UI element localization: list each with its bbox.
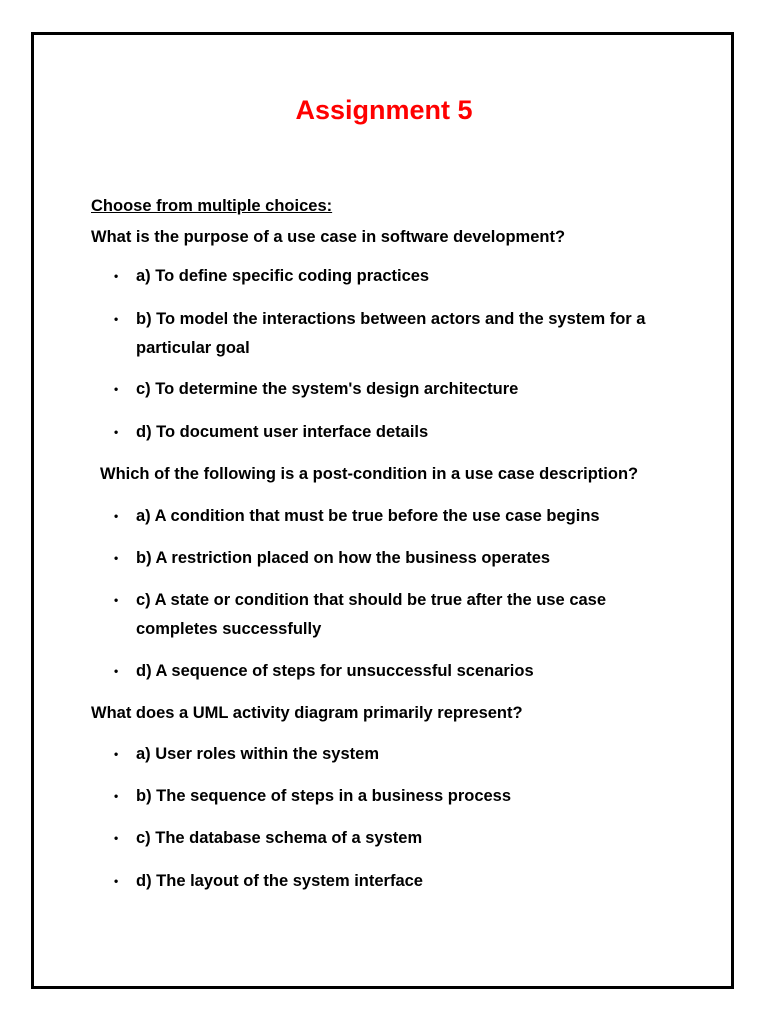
option-text: c) A state or condition that should be true after the use case completes successfully [136, 591, 607, 638]
option-text: a) User roles within the system [136, 745, 379, 763]
option-text: b) A restriction placed on how the business operates [136, 549, 551, 567]
question-2-option-d [114, 657, 674, 686]
question-3-option-d [114, 867, 674, 896]
question-1-option-a [114, 262, 674, 291]
bullet-icon: • [114, 509, 119, 523]
bullet-icon: • [114, 593, 119, 607]
option-text: b) To model the interactions between actors and the system for a particular goal [136, 310, 646, 357]
question-2-prompt: Which of the following is a post-condition in a use case description? [100, 465, 639, 483]
question-3-option-b [114, 782, 674, 811]
bullet-icon: • [114, 551, 119, 565]
option-text: d) To document user interface details [136, 423, 429, 441]
question-3-option-a [114, 740, 674, 769]
question-3-option-c [114, 824, 674, 853]
option-text: a) To define specific coding practices [136, 267, 430, 285]
option-text: d) The layout of the system interface [136, 872, 423, 890]
question-1-option-c [114, 375, 674, 404]
question-2-option-c [114, 586, 674, 644]
question-2-option-a [114, 502, 674, 531]
option-text: d) A sequence of steps for unsuccessful scenarios [136, 662, 534, 680]
bullet-icon: • [114, 664, 119, 678]
option-text: a) A condition that must be true before the use case begins [136, 507, 600, 525]
bullet-icon: • [114, 425, 119, 439]
bullet-icon: • [114, 831, 119, 845]
question-3-prompt: What does a UML activity diagram primarily represent? [91, 704, 523, 722]
question-2-option-b [114, 544, 674, 573]
bullet-icon: • [114, 747, 119, 761]
instruction-heading: Choose from multiple choices: [91, 197, 333, 215]
question-1-prompt: What is the purpose of a use case in software development? [91, 228, 566, 246]
bullet-icon: • [114, 789, 119, 803]
bullet-icon: • [114, 874, 119, 888]
bullet-icon: • [114, 312, 119, 326]
question-1-option-d [114, 418, 674, 447]
bullet-icon: • [114, 269, 119, 283]
option-text: b) The sequence of steps in a business process [136, 787, 512, 805]
bullet-icon: • [114, 382, 119, 396]
question-1-option-b [114, 305, 674, 363]
option-text: c) To determine the system's design architecture [136, 380, 519, 398]
option-text: c) The database schema of a system [136, 829, 423, 847]
page-title: Assignment 5 [295, 95, 473, 125]
